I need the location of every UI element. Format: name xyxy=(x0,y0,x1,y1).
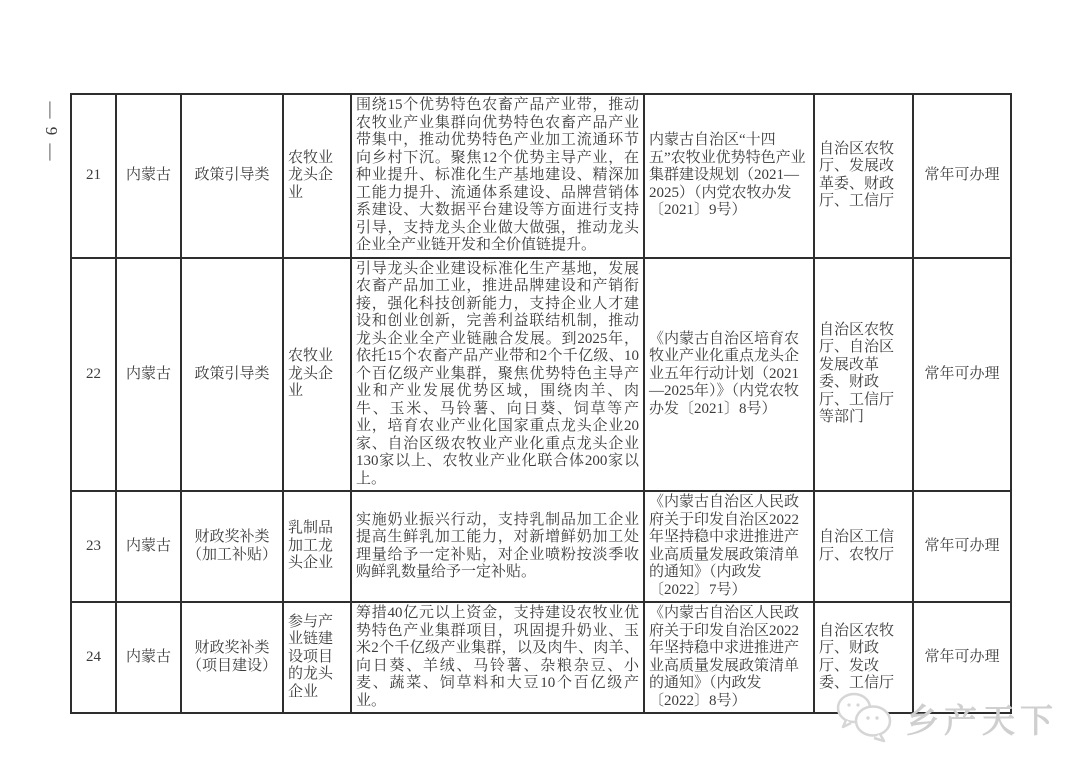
cell-measures: 实施奶业振兴行动，支持乳制品加工企业提高生鲜乳加工能力，对新增鲜奶加工处理量给予一定补贴，对企业喷粉按淡季收购鲜乳数量给予一定补贴。 xyxy=(351,491,644,602)
cell-availability: 常年可办理 xyxy=(913,491,1011,602)
cell-departments: 自治区农牧厅、财政厅、发改委、工信厅 xyxy=(814,602,913,713)
cell-region: 内蒙古 xyxy=(116,491,181,602)
cell-document: 《内蒙古自治区人民政府关于印发自治区2022年坚持稳中求进推进产业高质量发展政策清单的通知》（内政发〔2022〕7号） xyxy=(644,491,814,602)
cell-measures: 筹措40亿元以上资金，支持建设农牧业优势特色产业集群项目，巩固提升奶业、玉米2个千亿级产业集群，以及肉牛、肉羊、向日葵、羊绒、马铃薯、杂粮杂豆、小麦、蔬菜、饲草料和大豆10个百亿级产业。 xyxy=(351,602,644,713)
cell-region: 内蒙古 xyxy=(116,94,181,258)
cell-target: 乳制品加工龙头企业 xyxy=(283,491,351,602)
cell-category: 政策引导类 xyxy=(181,258,283,492)
cell-category: 财政奖补类（项目建设） xyxy=(181,602,283,713)
table-row xyxy=(71,491,1011,602)
cell-document: 内蒙古自治区“十四五”农牧业优势特色产业集群建设规划（2021—2025）（内党农牧办发〔2021〕9号） xyxy=(644,94,814,258)
cell-region: 内蒙古 xyxy=(116,258,181,492)
table-row xyxy=(71,258,1011,492)
cell-availability: 常年可办理 xyxy=(913,602,1011,713)
cell-region: 内蒙古 xyxy=(116,602,181,713)
table-row xyxy=(71,94,1011,258)
cell-no: 22 xyxy=(71,258,116,492)
page-number: — 9 — xyxy=(42,101,61,163)
cell-no: 21 xyxy=(71,94,116,258)
footer-logo-text: 乡产天下 xyxy=(906,702,1058,739)
cell-target: 农牧业龙头企业 xyxy=(283,258,351,492)
cell-no: 23 xyxy=(71,491,116,602)
cell-departments: 自治区工信厅、农牧厅 xyxy=(814,491,913,602)
cell-target: 参与产业链建设项目的龙头企业 xyxy=(283,602,351,713)
cell-measures: 引导龙头企业建设标准化生产基地，发展农畜产品加工业，推进品牌建设和产销衔接，强化科技创新能力，支持企业人才建设和创业创新，完善利益联结机制，推动龙头企业全产业链融合发展。到2025年，依托15个农畜产品产业带和2个千亿级、10个百亿级产业集群，聚焦优势特色主导产业和产业发展优势区域，围绕肉羊、肉牛、玉米、马铃薯、向日葵、饲草等产业，培育农业产业化国家重点龙头企业20家、自治区级农牧业产业化重点龙头企业130家以上、农牧业产业化联合体200家以上。 xyxy=(351,258,644,492)
cell-availability: 常年可办理 xyxy=(913,258,1011,492)
cell-departments: 自治区农牧厅、自治区发展改革委、财政厅、工信厅等部门 xyxy=(814,258,913,492)
cell-no: 24 xyxy=(71,602,116,713)
chat-bubbles-icon xyxy=(832,688,898,749)
cell-measures: 围绕15个优势特色农畜产品产业带，推动农牧业产业集群向优势特色农畜产品产业带集中，推动优势特色产业加工流通环节向乡村下沉。聚焦12个优势主导产业，在种业提升、标准化生产基地建设、精深加工能力提升、流通体系建设、品牌营销体系建设、大数据平台建设等方面进行支持引导，支持龙头企业做大做强，推动龙头企业全产业链开发和全价值链提升。 xyxy=(351,94,644,258)
footer-logo xyxy=(832,688,1058,749)
cell-category: 政策引导类 xyxy=(181,94,283,258)
cell-category: 财政奖补类（加工补贴） xyxy=(181,491,283,602)
cell-document: 《内蒙古自治区人民政府关于印发自治区2022年坚持稳中求进推进产业高质量发展政策清单的通知》（内政发〔2022〕8号） xyxy=(644,602,814,713)
policy-table xyxy=(70,93,1012,714)
cell-departments: 自治区农牧厅、发展改革委、财政厅、工信厅 xyxy=(814,94,913,258)
cell-availability: 常年可办理 xyxy=(913,94,1011,258)
cell-document: 《内蒙古自治区培育农牧业产业化重点龙头企业五年行动计划（2021—2025年）》（内党农牧办发〔2021〕8号） xyxy=(644,258,814,492)
cell-target: 农牧业龙头企业 xyxy=(283,94,351,258)
